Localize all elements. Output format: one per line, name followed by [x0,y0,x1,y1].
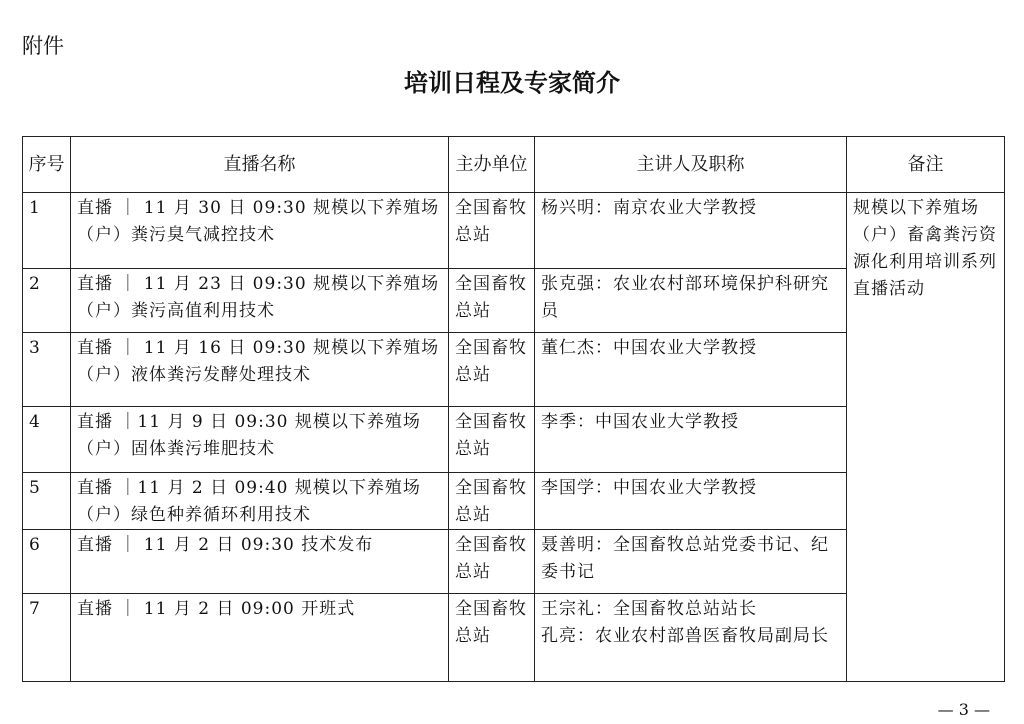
cell-organizer: 全国畜牧总站 [449,530,535,594]
cell-organizer: 全国畜牧总站 [449,193,535,269]
cell-speaker: 李国学：中国农业大学教授 [535,473,847,530]
header-name: 直播名称 [71,137,449,193]
cell-live-name: 直播 ｜ 11 月 23 日 09:30 规模以下养殖场（户）粪污高值利用技术 [71,269,449,333]
cell-organizer: 全国畜牧总站 [449,594,535,682]
table-row [23,193,1005,269]
page-title: 培训日程及专家简介 [404,68,620,97]
cell-remark: 规模以下养殖场（户）畜禽粪污资源化利用培训系列直播活动 [847,193,1005,682]
attachment-label: 附件 [22,34,64,58]
cell-live-name: 直播 ｜11 月 9 日 09:30 规模以下养殖场（户）固体粪污堆肥技术 [71,407,449,473]
cell-organizer: 全国畜牧总站 [449,269,535,333]
header-note: 备注 [847,137,1005,193]
cell-live-name: 直播 ｜ 11 月 16 日 09:30 规模以下养殖场（户）液体粪污发酵处理技术 [71,333,449,407]
cell-live-name: 直播 ｜ 11 月 2 日 09:30 技术发布 [71,530,449,594]
table-header-row [23,137,1005,193]
cell-speaker: 董仁杰：中国农业大学教授 [535,333,847,407]
cell-organizer: 全国畜牧总站 [449,473,535,530]
cell-no: 5 [23,473,71,530]
schedule-table [22,136,1005,682]
header-speaker: 主讲人及职称 [535,137,847,193]
cell-speaker: 杨兴明：南京农业大学教授 [535,193,847,269]
cell-live-name: 直播 ｜ 11 月 30 日 09:30 规模以下养殖场（户）粪污臭气减控技术 [71,193,449,269]
page-number: — 3 — [937,700,990,719]
cell-no: 7 [23,594,71,682]
cell-speaker: 聂善明：全国畜牧总站党委书记、纪委书记 [535,530,847,594]
cell-speaker: 李季：中国农业大学教授 [535,407,847,473]
cell-no: 1 [23,193,71,269]
cell-speaker: 王宗礼：全国畜牧总站站长 孔亮：农业农村部兽医畜牧局副局长 [535,594,847,682]
header-org: 主办单位 [449,137,535,193]
cell-speaker: 张克强：农业农村部环境保护科研究员 [535,269,847,333]
cell-organizer: 全国畜牧总站 [449,407,535,473]
cell-live-name: 直播 ｜11 月 2 日 09:40 规模以下养殖场（户）绿色种养循环利用技术 [71,473,449,530]
cell-live-name: 直播 ｜ 11 月 2 日 09:00 开班式 [71,594,449,682]
cell-no: 2 [23,269,71,333]
header-no: 序号 [23,137,71,193]
cell-organizer: 全国畜牧总站 [449,333,535,407]
cell-no: 6 [23,530,71,594]
cell-no: 4 [23,407,71,473]
cell-no: 3 [23,333,71,407]
